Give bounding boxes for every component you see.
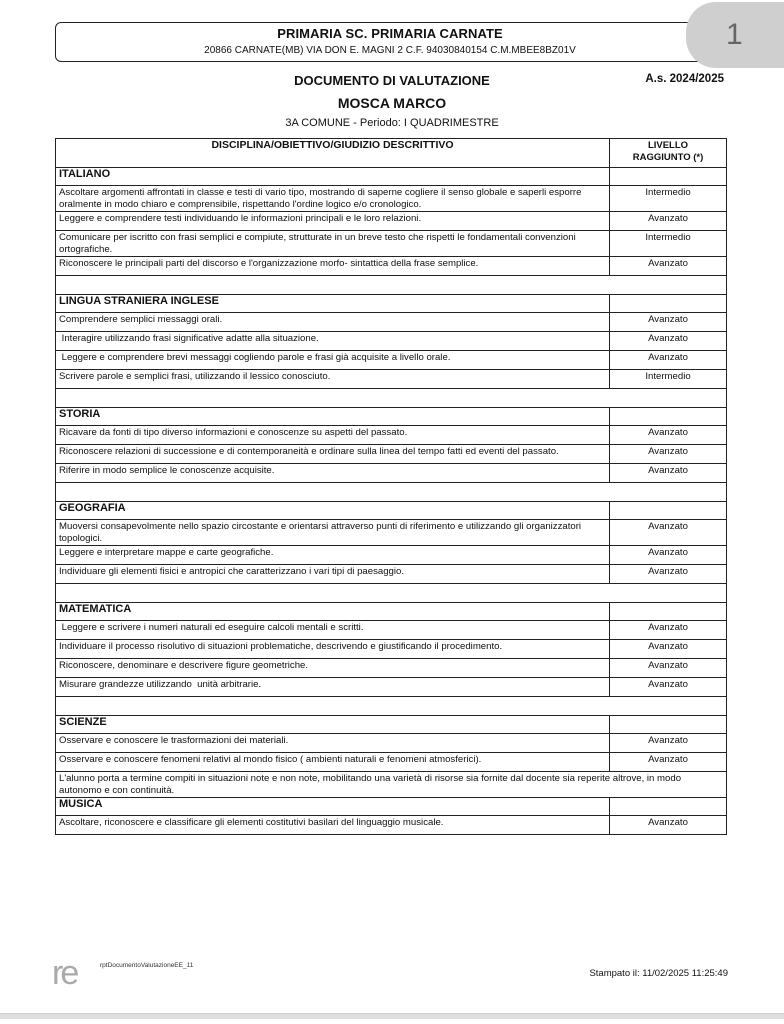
objective-row xyxy=(56,351,727,370)
subject-row xyxy=(56,798,727,816)
printed-timestamp: Stampato il: 11/02/2025 11:25:49 xyxy=(589,968,728,979)
objective-text: Riferire in modo semplice le conoscenze acquisite. xyxy=(56,464,610,483)
objective-row xyxy=(56,231,727,257)
header-level-line1: LIVELLO xyxy=(647,140,689,151)
subject-name: MATEMATICA xyxy=(56,603,610,621)
objective-text: Leggere e interpretare mappe e carte geografiche. xyxy=(56,546,610,565)
objective-row xyxy=(56,212,727,231)
objective-row xyxy=(56,186,727,212)
subject-level-empty xyxy=(610,502,727,520)
objective-level: Avanzato xyxy=(610,257,727,276)
objective-text: Interagire utilizzando frasi significative adatte alla situazione. xyxy=(56,332,610,351)
objective-row xyxy=(56,640,727,659)
spacer-row xyxy=(56,389,727,408)
objective-level: Avanzato xyxy=(610,621,727,640)
subject-row xyxy=(56,295,727,313)
objective-text: Ricavare da fonti di tipo diverso informazioni e conoscenze su aspetti del passato. xyxy=(56,426,610,445)
objective-level: Avanzato xyxy=(610,313,727,332)
objective-text: Scrivere parole e semplici frasi, utilizzando il lessico conosciuto. xyxy=(56,370,610,389)
objective-text: Ascoltare, riconoscere e classificare gli elementi costitutivi basilari del linguaggio musicale. xyxy=(56,816,610,835)
page-number-badge: 1 xyxy=(686,2,784,68)
subject-level-empty xyxy=(610,716,727,734)
header-level xyxy=(610,139,727,168)
spacer-cell xyxy=(56,389,727,408)
objective-row xyxy=(56,464,727,483)
subject-level-empty xyxy=(610,168,727,186)
objective-row xyxy=(56,659,727,678)
report-code: rptDocumentoValutazioneEE_11 xyxy=(100,962,194,969)
subject-level-empty xyxy=(610,295,727,313)
school-name: PRIMARIA SC. PRIMARIA CARNATE xyxy=(277,26,503,41)
school-year: A.s. 2024/2025 xyxy=(645,73,724,85)
objective-row xyxy=(56,520,727,546)
header-level-line2: RAGGIUNTO (*) xyxy=(632,151,704,163)
descriptive-judgement: L'alunno porta a termine compiti in situazioni note e non note, mobilitando una varietà di risorse sia fornite dal docente sia reperite altrove, in modo autonomo e con continuità. xyxy=(56,772,727,798)
objective-row xyxy=(56,678,727,697)
objective-level: Avanzato xyxy=(610,351,727,370)
subject-row xyxy=(56,168,727,186)
objective-text: Misurare grandezze utilizzando unità arbitrarie. xyxy=(56,678,610,697)
objective-level: Avanzato xyxy=(610,546,727,565)
school-header-box xyxy=(55,22,725,62)
objective-level: Avanzato xyxy=(610,212,727,231)
evaluation-table xyxy=(55,138,727,835)
subject-level-empty xyxy=(610,798,727,816)
objective-row xyxy=(56,257,727,276)
subject-name: SCIENZE xyxy=(56,716,610,734)
table-body xyxy=(56,168,727,835)
objective-row xyxy=(56,621,727,640)
objective-level: Intermedio xyxy=(610,231,727,257)
spacer-cell xyxy=(56,483,727,502)
subject-name: LINGUA STRANIERA INGLESE xyxy=(56,295,610,313)
objective-text: Leggere e comprendere brevi messaggi cogliendo parole e frasi già acquisite a livello orale. xyxy=(56,351,610,370)
subject-name: STORIA xyxy=(56,408,610,426)
objective-level: Avanzato xyxy=(610,464,727,483)
subject-row xyxy=(56,502,727,520)
objective-row xyxy=(56,426,727,445)
objective-text: Muoversi consapevolmente nello spazio circostante e orientarsi attraverso punti di riferimento e utilizzando gli organizzatori topologici. xyxy=(56,520,610,546)
objective-level: Avanzato xyxy=(610,520,727,546)
objective-level: Avanzato xyxy=(610,332,727,351)
objective-level: Intermedio xyxy=(610,370,727,389)
objective-level: Avanzato xyxy=(610,659,727,678)
objective-row xyxy=(56,546,727,565)
spacer-row xyxy=(56,697,727,716)
objective-level: Avanzato xyxy=(610,426,727,445)
document-title-text: DOCUMENTO DI VALUTAZIONE xyxy=(294,73,490,88)
objective-text: Comprendere semplici messaggi orali. xyxy=(56,313,610,332)
objective-row xyxy=(56,816,727,835)
objective-text: Osservare e conoscere le trasformazioni dei materiali. xyxy=(56,734,610,753)
objective-row xyxy=(56,313,727,332)
spacer-row xyxy=(56,276,727,295)
objective-level: Avanzato xyxy=(610,678,727,697)
subject-row xyxy=(56,603,727,621)
objective-level: Avanzato xyxy=(610,565,727,584)
subject-level-empty xyxy=(610,603,727,621)
objective-row xyxy=(56,565,727,584)
objective-level: Avanzato xyxy=(610,734,727,753)
objective-text: Leggere e comprendere testi individuando le informazioni principali e le loro relazioni. xyxy=(56,212,610,231)
subject-name: GEOGRAFIA xyxy=(56,502,610,520)
objective-level: Intermedio xyxy=(610,186,727,212)
spacer-cell xyxy=(56,276,727,295)
registro-logo: re xyxy=(52,954,77,992)
objective-row xyxy=(56,734,727,753)
objective-row xyxy=(56,370,727,389)
student-name: MOSCA MARCO xyxy=(337,95,447,111)
objective-text: Riconoscere, denominare e descrivere figure geometriche. xyxy=(56,659,610,678)
judgement-row xyxy=(56,772,727,798)
objective-row xyxy=(56,753,727,772)
objective-text: Riconoscere relazioni di successione e di contemporaneità e ordinare sulla linea del tempo fatti ed eventi del passato. xyxy=(56,445,610,464)
school-address: 20866 CARNATE(MB) VIA DON E. MAGNI 2 C.F. 94030840154 C.M.MBEE8BZ01V xyxy=(204,45,576,56)
objective-level: Avanzato xyxy=(610,445,727,464)
objective-level: Avanzato xyxy=(610,640,727,659)
spacer-cell xyxy=(56,697,727,716)
viewer-bottom-bar xyxy=(0,1013,784,1019)
objective-text: Ascoltare argomenti affrontati in classe e testi di vario tipo, mostrando di saperne cogliere il senso globale e saperli esporre oralmente in modo chiaro e comprensibile, rispettando l'ordine logico e/o cronologico. xyxy=(56,186,610,212)
spacer-row xyxy=(56,584,727,603)
objective-text: Osservare e conoscere fenomeni relativi al mondo fisico ( ambienti naturali e fenomeni atmosferici). xyxy=(56,753,610,772)
subject-level-empty xyxy=(610,408,727,426)
objective-text: Individuare gli elementi fisici e antropici che caratterizzano i vari tipi di paesaggio. xyxy=(56,565,610,584)
table-header-row xyxy=(56,139,727,168)
subject-row xyxy=(56,716,727,734)
objective-row xyxy=(56,332,727,351)
objective-level: Avanzato xyxy=(610,816,727,835)
class-period: 3A COMUNE - Periodo: I QUADRIMESTRE xyxy=(285,117,499,129)
subject-name: ITALIANO xyxy=(56,168,610,186)
objective-text: Leggere e scrivere i numeri naturali ed eseguire calcoli mentali e scritti. xyxy=(56,621,610,640)
spacer-cell xyxy=(56,584,727,603)
spacer-row xyxy=(56,483,727,502)
objective-level: Avanzato xyxy=(610,753,727,772)
objective-row xyxy=(56,445,727,464)
objective-text: Individuare il processo risolutivo di situazioni problematiche, descrivendo e giustificando il procedimento. xyxy=(56,640,610,659)
header-discipline: DISCIPLINA/OBIETTIVO/GIUDIZIO DESCRITTIVO xyxy=(56,139,610,168)
subject-row xyxy=(56,408,727,426)
objective-text: Comunicare per iscritto con frasi semplici e compiute, strutturate in un breve testo che rispetti le fondamentali convenzioni ortografiche. xyxy=(56,231,610,257)
subject-name: MUSICA xyxy=(56,798,610,816)
objective-text: Riconoscere le principali parti del discorso e l'organizzazione morfo- sintattica della frase semplice. xyxy=(56,257,610,276)
